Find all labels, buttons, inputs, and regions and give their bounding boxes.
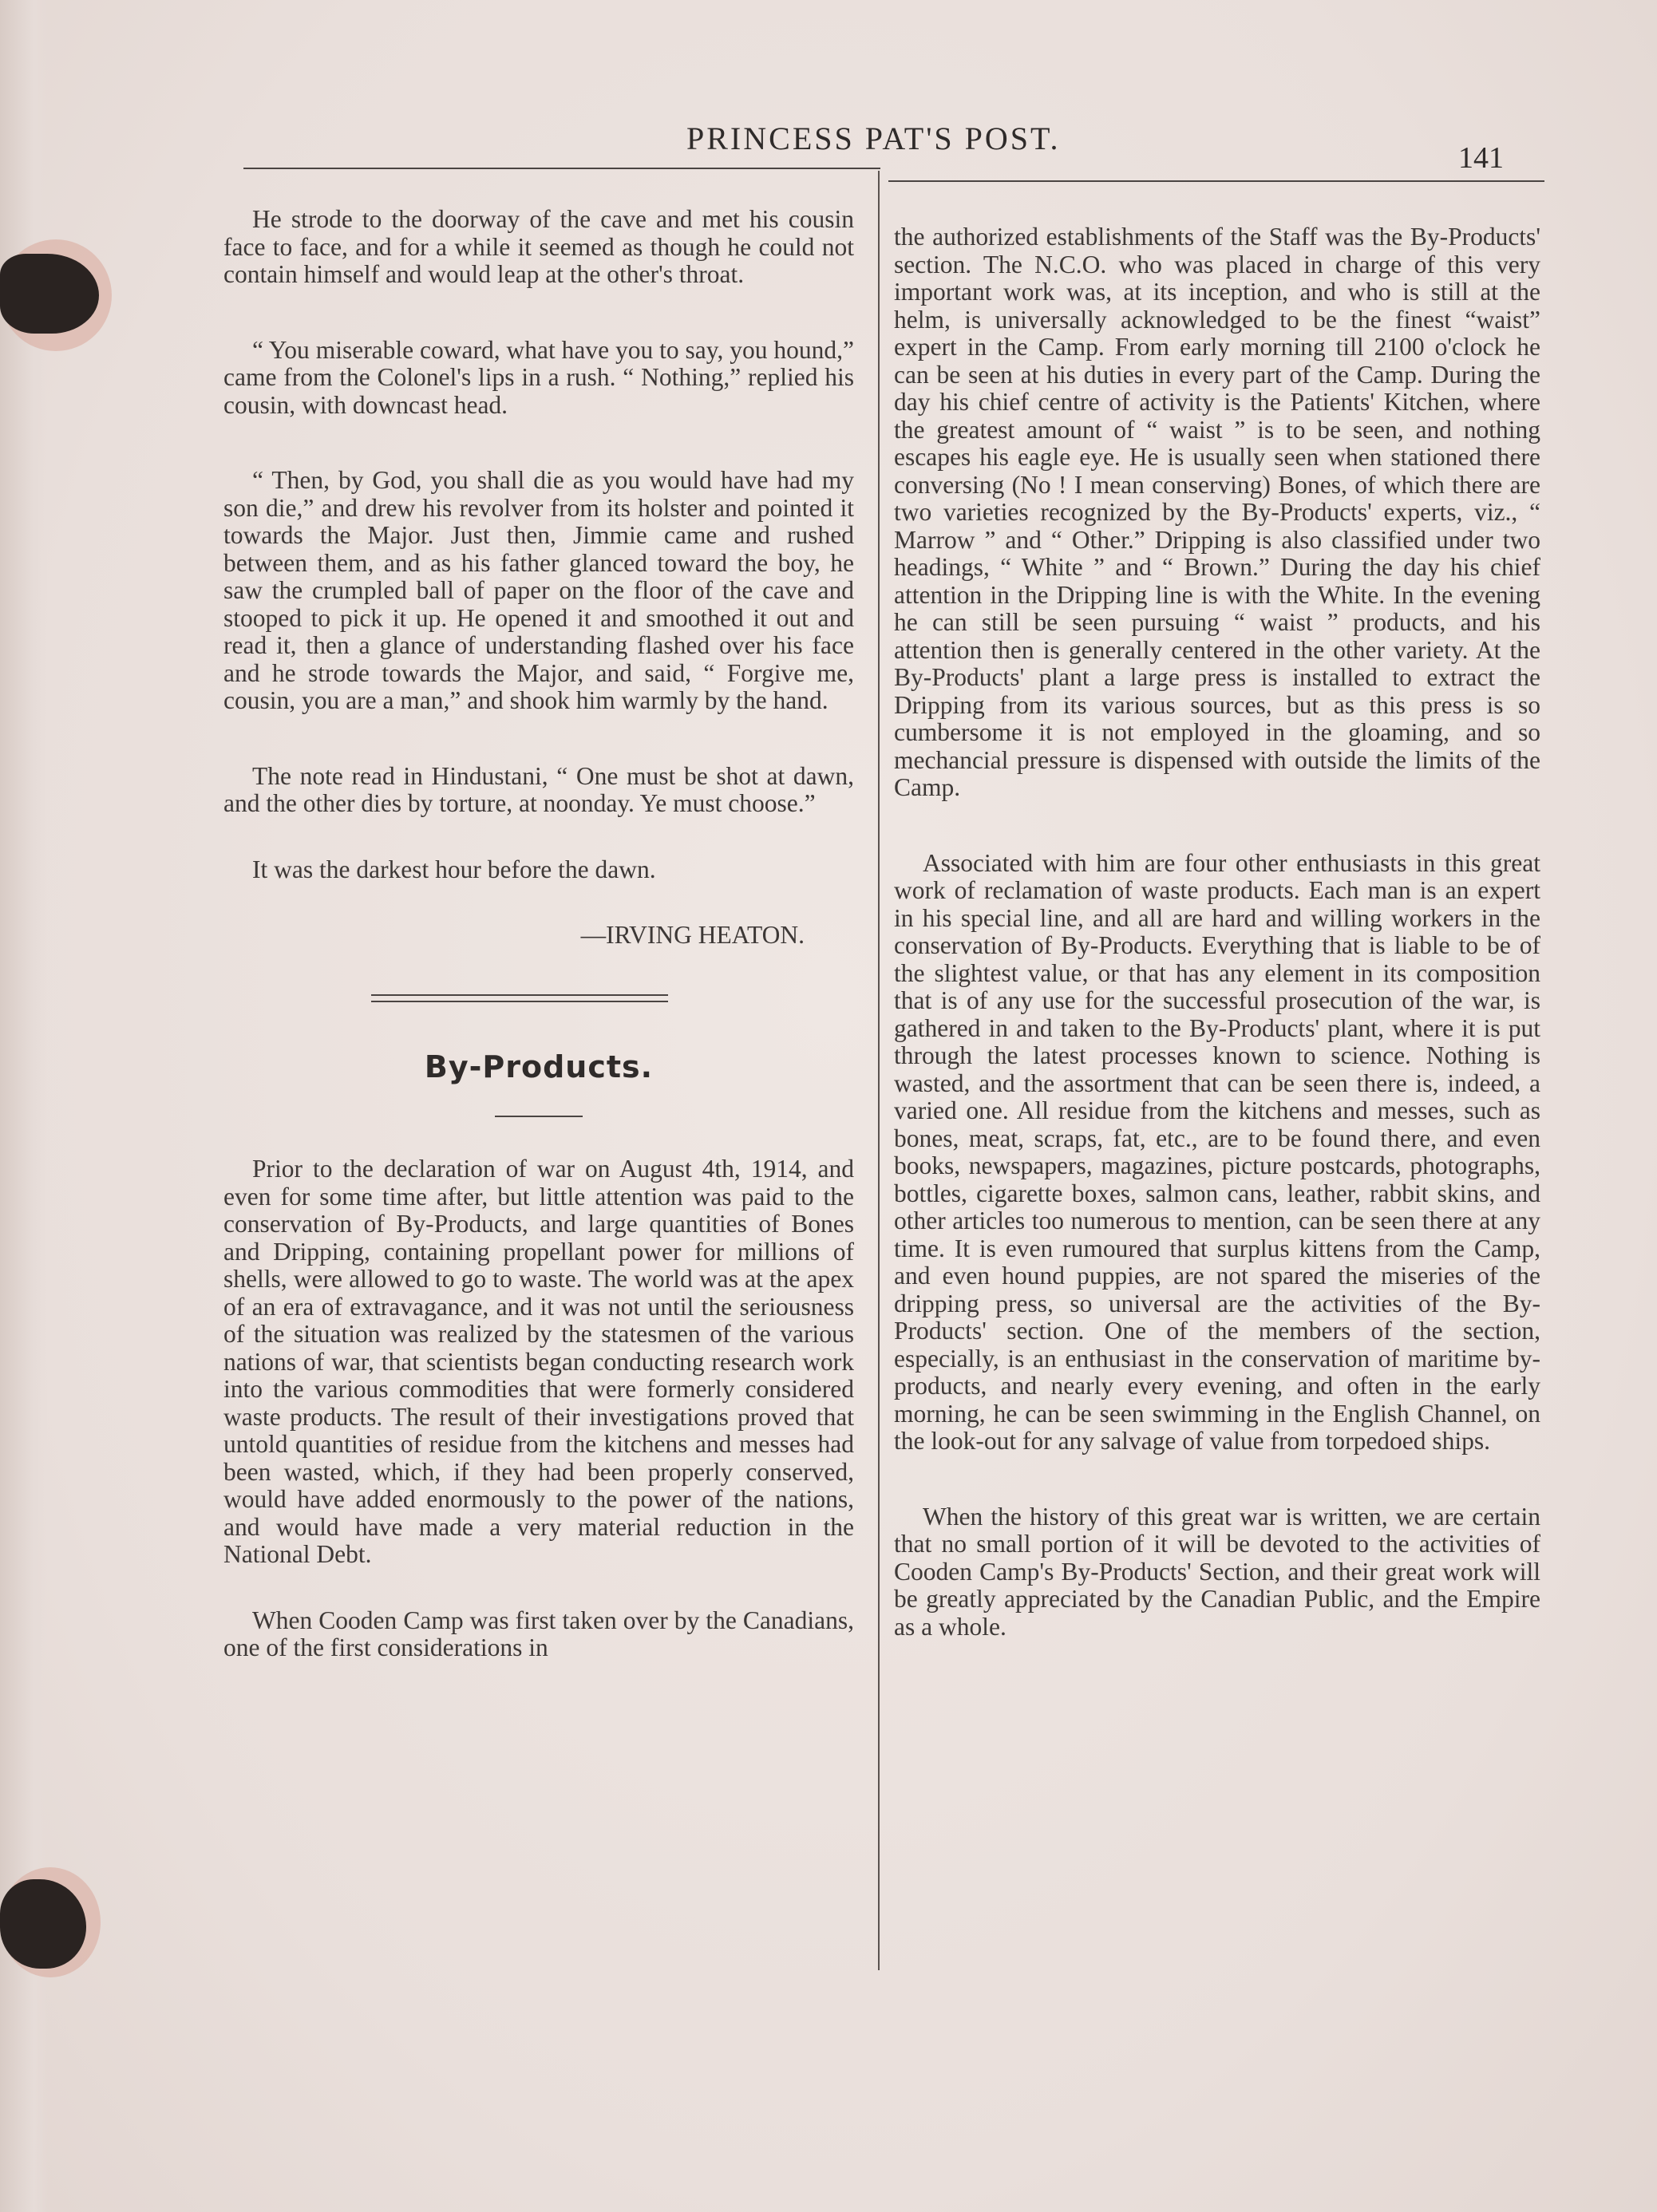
running-title: PRINCESS PAT'S POST. <box>686 120 1061 156</box>
section-title: By-Products. <box>424 1049 654 1084</box>
article-paragraph: When the history of this great war is written, we are certain that no small portion of it will be devoted to the activities of Cooden Camp's By-Products' Section, and their great work will be greatly appreciated by the Canadian Public, and the Empire as a whole. <box>894 1502 1540 1641</box>
binding-hole-top <box>0 254 99 334</box>
story-paragraph: He strode to the doorway of the cave and met his cousin face to face, and for a while it seemed as though he could not contain himself and would leap at the other's throat. <box>223 205 854 288</box>
story-paragraph: “ You miserable coward, what have you to say, you hound,” came from the Colonel's lips in a rush. “ Nothing,” replied his cousin, with downcast head. <box>223 335 854 419</box>
column-divider <box>878 171 880 1970</box>
story-paragraph: It was the darkest hour before the dawn. <box>252 855 656 883</box>
header-rule-left <box>243 168 880 169</box>
header-rule-right <box>888 180 1544 182</box>
page-number: 141 <box>1458 141 1504 175</box>
story-paragraph: “ Then, by God, you shall die as you would have had my son die,” and drew his revolver from its holster and pointed it towards the Major. Just then, Jimmie came and rushed between them, and as his father glanced toward the boy, he saw the crumpled ball of paper on the floor of the cave and stooped to pick it up. He opened it and smoothed it out and read it, then a glance of understanding flashed over his face and he strode towards the Major, and said, “ Forgive me, cousin, you are a man,” and shook him warmly by the hand. <box>223 466 854 714</box>
right-column <box>894 223 1540 1641</box>
article-paragraph: Associated with him are four other enthusiasts in this great work of reclamation of waste products. Each man is an expert in his special line, and all are hard and willing workers in the conservation of By-Products. Everything that is liable to be of the slightest value, or that has any element in its composition that is of any use for the successful prosecution of the war, is gathered in and taken to the By-Products' plant, where it is put through the latest processes known to science. Nothing is wasted, and the assortment that can be seen there is, indeed, a varied one. All residue from the kitchens and messes, such as bones, meat, scraps, fat, etc., are to be found there, and even books, newspapers, magazines, picture postcards, photographs, bottles, cigarette boxes, salmon cans, leather, rabbit skins, and other articles too numerous to mention, can be seen there at any time. It is even rumoured that surplus kittens from the Camp, and even hound puppies, are not spared the miseries of the dripping press, so universal are the activities of the By-Products' section. One of the members of the section, especially, is an enthusiast in the conservation of maritime by-products, and nearly every evening, and often in the early morning, he can be seen swimming in the English Channel, on the look-out for any salvage of value from torpedoed ships. <box>894 848 1540 1455</box>
left-column <box>223 206 854 1662</box>
author-signature: —IRVING HEATON. <box>580 921 805 949</box>
story-paragraph: The note read in Hindustani, “ One must be shot at dawn, and the other dies by torture, at noonday. Ye must choose.” <box>223 761 854 817</box>
article-paragraph: When Cooden Camp was first taken over by the Canadians, one of the first considerations in <box>223 1606 854 1661</box>
article-paragraph: Prior to the declaration of war on August 4th, 1914, and even for some time after, but little attention was paid to the conservation of By-Products, and large quantities of Bones and Dripping, containing propellant power for millions of shells, were allowed to go to waste. The world was at the apex of an era of extravagance, and it was not until the seriousness of the situation was realized by the statesmen of the various nations of war, that scientists began conducting research work into the various commodities that were formerly considered waste products. The result of their investigations proved that untold quantities of residue from the kitchens and messes had been wasted, which, if they had been properly conserved, would have added enormously to the power of the nations, and would have made a very material reduction in the National Debt. <box>223 1155 854 1568</box>
section-double-rule <box>371 994 668 1002</box>
article-paragraph: the authorized establishments of the Staff was the By-Products' section. The N.C.O. who was placed in charge of this very important work was, at its inception, and who is still at the helm, is universally acknowledged to be the finest “waist” expert in the Camp. From early morning till 2100 o'clock he can be seen at his duties in every part of the Camp. During the day his chief centre of activity is the Patients' Kitchen, where the greatest amount of “ waist ” is to be seen, and nothing escapes his eagle eye. He is usually seen when stationed there conversing (No ! I mean conserving) Bones, of which there are two varieties recognized by the By-Products' experts, viz., “ Marrow ” and “ Other.” Dripping is also classified under two headings, “ White ” and “ Brown.” During the day his chief attention in the Dripping line is with the White. In the evening he can still be seen pursuing “ waist ” products, and his attention then is generally centered in the other variety. At the By-Products' plant a large press is installed to extract the Dripping from its various sources, but as this press is so cumbersome it is not employed in the gloaming, and so mechancial pressure is dispensed with outside the limits of the Camp. <box>894 223 1540 801</box>
page-header <box>243 120 1544 184</box>
